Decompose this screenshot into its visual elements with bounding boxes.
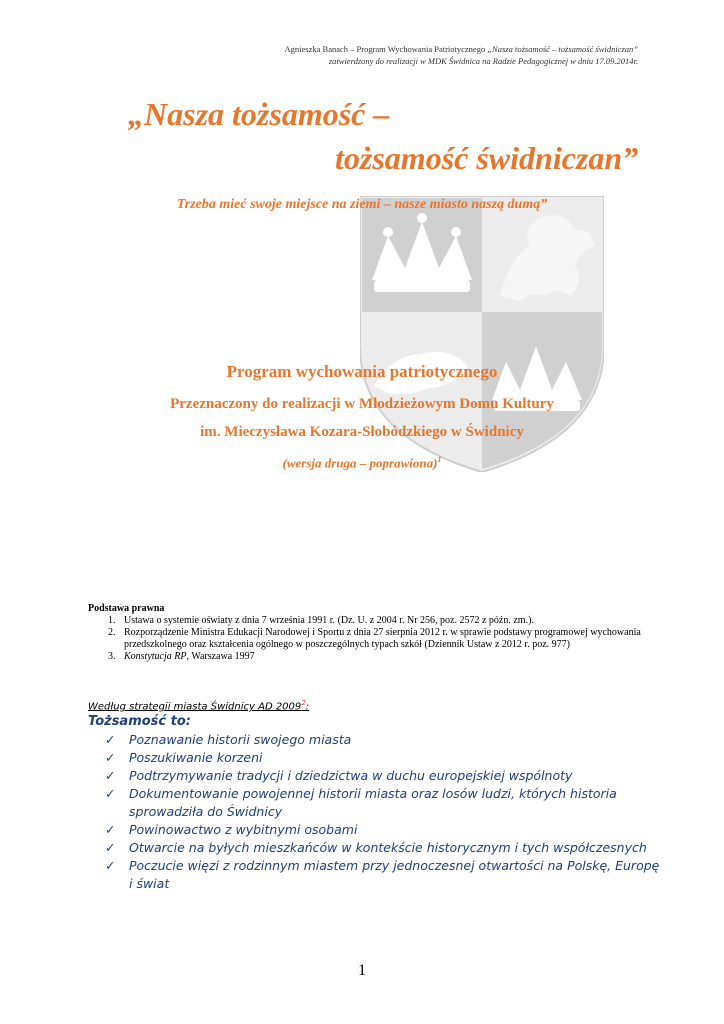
document-title-line-1: „Nasza tożsamość – [128,96,390,132]
legal-item-number: 2. [108,627,116,638]
list-item-text: Powinowactwo z wybitnymi osobami [129,822,358,837]
legal-item-text: , Warszawa 1997 [186,651,255,662]
legal-item-text: Rozporządzenie Ministra Edukacji Narodowej i Sportu z dnia 27 sierpnia 2012 r. w sprawie podstawy programowej wychowania przedszkolnego oraz kształcenia ogólnego w poszczególnych typach szkół (Dziennik Ustaw z 2012 r. poz. 977) [124,627,641,650]
checkmark-icon: ✓ [105,822,116,837]
motto: Trzeba mieć swoje miejsce na ziemi – nasze miasto naszą dumą” [176,197,548,212]
legal-item [88,651,648,663]
program-version [0,455,724,471]
identity-list [105,731,665,893]
program-destination: Przeznaczony do realizacji w Młodzieżowym Domu Kultury [170,396,554,412]
program-heading: Program wychowania patriotycznego [226,362,498,381]
list-item-text: Poczucie więzi z rodzinnym miastem przy jednoczesnej otwartości na Polskę, Europę i świat [129,858,660,891]
header-program-title: „Nasza tożsamość – tożsamość świdniczan” [487,44,638,54]
legal-item-text: Ustawa o systemie oświaty z dnia 7 września 1991 r. (Dz. U. z 2004 r. Nr 256, poz. 2572 z późn. zm.). [124,615,534,626]
list-item [105,785,665,821]
header-author: Agnieszka Banach – Program Wychowania Patriotycznego [284,44,488,54]
program-institution: im. Mieczysława Kozara-Słobódzkiego w Świdnicy [200,424,524,440]
list-item [105,749,665,767]
legal-item-number: 1. [108,615,116,626]
list-item-text: Otwarcie na byłych mieszkańców w kontekście historycznym i tych współczesnych [129,840,647,855]
list-item [105,839,665,857]
checkmark-icon: ✓ [105,750,116,765]
list-item-text: Podtrzymywanie tradycji i dziedzictwa w duchu europejskiej wspólnoty [129,768,573,783]
legal-basis [88,603,648,663]
strategy-label: Według strategii miasta Świdnicy AD 2009 [88,701,302,713]
list-item-text: Poszukiwanie korzeni [129,750,263,765]
legal-item-title: Konstytucja RP [124,651,187,662]
checkmark-icon: ✓ [105,768,116,783]
page-number: 1 [358,962,366,979]
legal-item [88,627,648,651]
legal-item [88,615,648,627]
list-item [105,767,665,785]
checkmark-icon: ✓ [105,858,116,873]
checkmark-icon: ✓ [105,732,116,747]
list-item-text: Dokumentowanie powojennej historii miasta oraz losów ludzi, których historia sprowadziła do Świdnicy [129,786,617,819]
document-title-line-2: tożsamość świdniczan” [335,140,639,176]
page-header [78,43,638,67]
list-item [105,731,665,749]
list-item-text: Poznawanie historii swojego miasta [129,732,352,747]
header-approval: zatwierdzony do realizacji w MDK Świdnica na Radzie Pedagogicznej w dniu 17.09.2014r. [328,56,638,66]
checkmark-icon: ✓ [105,840,116,855]
identity-heading: Tożsamość to: [88,714,191,729]
strategy-colon: : [305,701,310,713]
list-item [105,857,665,893]
legal-item-number: 3. [108,651,116,662]
list-item [105,821,665,839]
footnote-marker: 1 [437,455,442,464]
legal-basis-heading: Podstawa prawna [88,603,165,614]
strategy-reference [88,699,309,712]
checkmark-icon: ✓ [105,786,116,801]
footnote-marker: 2 [301,699,306,707]
version-text: (wersja druga – poprawiona) [282,455,438,471]
